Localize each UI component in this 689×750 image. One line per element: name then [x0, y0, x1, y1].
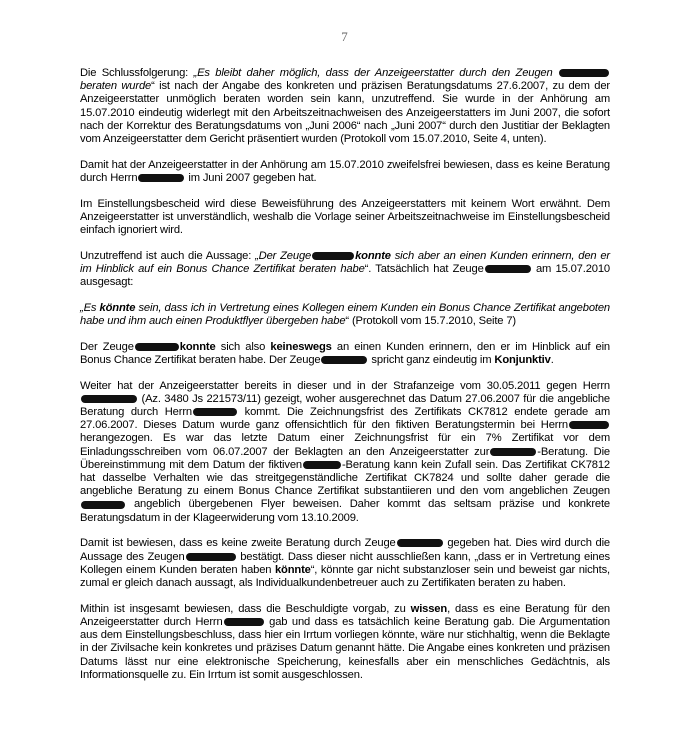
redaction-bar: [321, 356, 367, 364]
text-run: bestätigt. Dass dieser nicht ausschließen kann, „dass er in Vertretung eines Kollegen einem Kunden beraten haben: [80, 550, 610, 576]
text-run: “ (Protokoll vom 15.7.2010, Seite 7): [345, 315, 516, 328]
redaction-bar: [81, 395, 137, 403]
text-run: Der Zeuge: [80, 340, 134, 353]
quote-text: sein, dass ich in Vertretung eines Kollegen einem Kunden ein Bonus Chance Zertifikat angeboten habe und ihm auch einen Produktflyer übergeben habe: [80, 301, 610, 328]
text-run: -Beratung. Die Übereinstimmung mit dem Datum der fiktiven: [80, 445, 610, 471]
paragraph-9: [80, 603, 610, 682]
redaction-bar: [485, 265, 531, 273]
text-run: spricht ganz eindeutig im: [368, 353, 495, 366]
redaction-bar: [490, 448, 536, 456]
emphasis-text: Konjunktiv: [494, 353, 551, 366]
text-run: -Beratung kann kein Zufall sein. Das Zertifikat CK7812 hat dasselbe Verhalten wie das streitgegenständliche Zertifikat CK7824 und sollte daher gerade die angebliche Beratung zu einem Bonus Chance Zertifikat substantiieren und den vom angeblichen Zeugen: [80, 458, 610, 498]
emphasis-text: keineswegs: [270, 340, 332, 353]
emphasis-text: wissen: [410, 602, 448, 615]
text-run: Mithin ist insgesamt bewiesen, dass die Beschuldigte vorgab, zu: [80, 602, 411, 615]
paragraph-4: [80, 250, 610, 290]
text-run: “, könnte gar nicht substanzloser sein und beweist gar nichts, zumal er gleich danach aussagt, als Individualkundenbetreuer auch zu Zertifikaten beraten zu haben.: [80, 563, 610, 589]
page-number: 7: [341, 29, 348, 44]
redaction-bar: [138, 174, 184, 182]
redaction-bar: [193, 408, 237, 416]
text-run: “ ist nach der Angabe des konkreten und präzisen Beratungsdatums 27.6.2007, zu dem der Anzeigeerstatter unmöglich beraten worden sein kann, unzutreffend. Sie wurde in der Anhörung am 15.07.2010 eindeutig widerlegt mit den Arbeitszeitnachweisen des Anzeigeerstatters im Juni 2007, die sofort nach der Korrektur des Beratungsdatums von „Juni 2006“ nach „Juni 2007“ durch den Justitiar der Beklagten vom Anzeigeerstatter dem Gericht präsentiert wurden (Protokoll vom 15.07.2010, Seite 4, unten).: [80, 80, 610, 146]
redaction-bar: [303, 461, 341, 469]
quote-text: „Der Zeuge: [255, 249, 312, 262]
text-run: , dass es eine Beratung für den Anzeigeerstatter durch Herrn: [80, 602, 610, 628]
redaction-bar: [312, 252, 354, 260]
text-run: am 15.07.2010 ausgesagt:: [80, 262, 610, 289]
text-run: kommt. Die Zeichnungsfrist des Zertifikats CK7812 endete gerade am 27.06.2007. Dieses Datum wurde ganz offensichtlich für den fiktiven Beratungstermin bei Herrn: [80, 406, 610, 432]
emphasis-text: konnte: [355, 249, 391, 262]
paragraph-7: [80, 380, 610, 525]
emphasis-text: könnte: [274, 563, 311, 576]
text-run: gab und dass es tatsächlich keine Beratung gab. Die Argumentation aus dem Einstellungsbeschluss, dass hier ein Irrtum vorliegen könnte, wäre nur stichhaltig, wenn die Beklagte in der Zivilsache kein konkretes und präzises Datum genannt hätte. Die Angabe eines konkreten und präzisen Datums lässt nur eine elektronische Speicherung, keinesfalls aber ein menschliches Gedächtnis, als Informationsquelle zu. Ein Irrtum ist somit ausgeschlossen.: [80, 615, 610, 681]
paragraph-1: [80, 67, 610, 146]
text-run: sich also: [215, 340, 271, 353]
quote-text: „Es bleibt daher möglich, dass der Anzeigeerstatter durch den Zeugen: [193, 67, 558, 79]
text-run: Weiter hat der Anzeigeerstatter bereits in dieser und in der Strafanzeige vom 30.05.2011 gegen Herrn: [80, 379, 610, 392]
paragraph-6: [80, 341, 610, 367]
document-body: [80, 67, 610, 694]
paragraph-3: Im Einstellungsbescheid wird diese Beweisführung des Anzeigeerstatters mit keinem Wort erwähnt. Dem Anzeigeerstatter ist unverständlich, weshalb die Vorlage seiner Arbeitszeitnachweise im Einstellungsbescheid einfach ignoriert wird.: [80, 197, 610, 237]
text-run: gegeben hat. Dies wird durch die Aussage des Zeugen: [80, 537, 610, 563]
redaction-bar: [559, 69, 609, 77]
paragraph-8: [80, 537, 610, 590]
text-run: Unzutreffend ist auch die Aussage:: [80, 249, 256, 262]
text-run: .: [550, 353, 554, 366]
text-run: im Juni 2007 gegeben hat.: [185, 171, 317, 184]
paragraph-2: [80, 159, 610, 185]
redaction-bar: [224, 618, 264, 626]
emphasis-text: könnte: [99, 301, 136, 314]
text-run: Die Schlussfolgerung:: [80, 67, 194, 79]
text-run: “. Tatsächlich hat Zeuge: [364, 262, 484, 275]
text-run: herangezogen. Es war das letzte Datum einer Zeichnungsfrist für ein 7% Zertifikat vor dem Einladungsschreiben vom 06.07.2007 der Beklagten an den Anzeigeerstatter zur: [80, 432, 610, 458]
emphasis-text: konnte: [179, 340, 216, 353]
quote-text: sich aber an einen Kunden erinnern, den er im Hinblick auf ein Bonus Chance Zertifikat beraten habe: [80, 249, 610, 275]
quote-text: beraten wurde: [80, 80, 152, 93]
paragraph-5: [80, 302, 610, 328]
quote-text: „Es: [80, 301, 100, 314]
text-run: angeblich übergebenen Flyer beweisen. Daher kommt das seltsam präzise und konkrete Beratungsdatum in der Klageerwiderung vom 13.10.2009.: [80, 498, 610, 524]
text-run: an einen Kunden erinnern, den er im Hinblick auf ein Bonus Chance Zertifikat beraten habe. Der Zeuge: [80, 340, 610, 366]
redaction-bar: [81, 501, 125, 509]
redaction-bar: [569, 421, 609, 429]
text-run: Damit ist bewiesen, dass es keine zweite Beratung durch Zeuge: [80, 537, 396, 550]
redaction-bar: [186, 553, 236, 561]
text-run: Damit hat der Anzeigeerstatter in der Anhörung am 15.07.2010 zweifelsfrei bewiesen, dass es keine Beratung durch Herrn: [80, 158, 610, 184]
text-run: (Az. 3480 Js 221573/11) gezeigt, woher ausgerechnet das Datum 27.06.2007 für die angebliche Beratung durch Herrn: [80, 392, 610, 419]
redaction-bar: [397, 539, 443, 547]
redaction-bar: [135, 343, 179, 351]
